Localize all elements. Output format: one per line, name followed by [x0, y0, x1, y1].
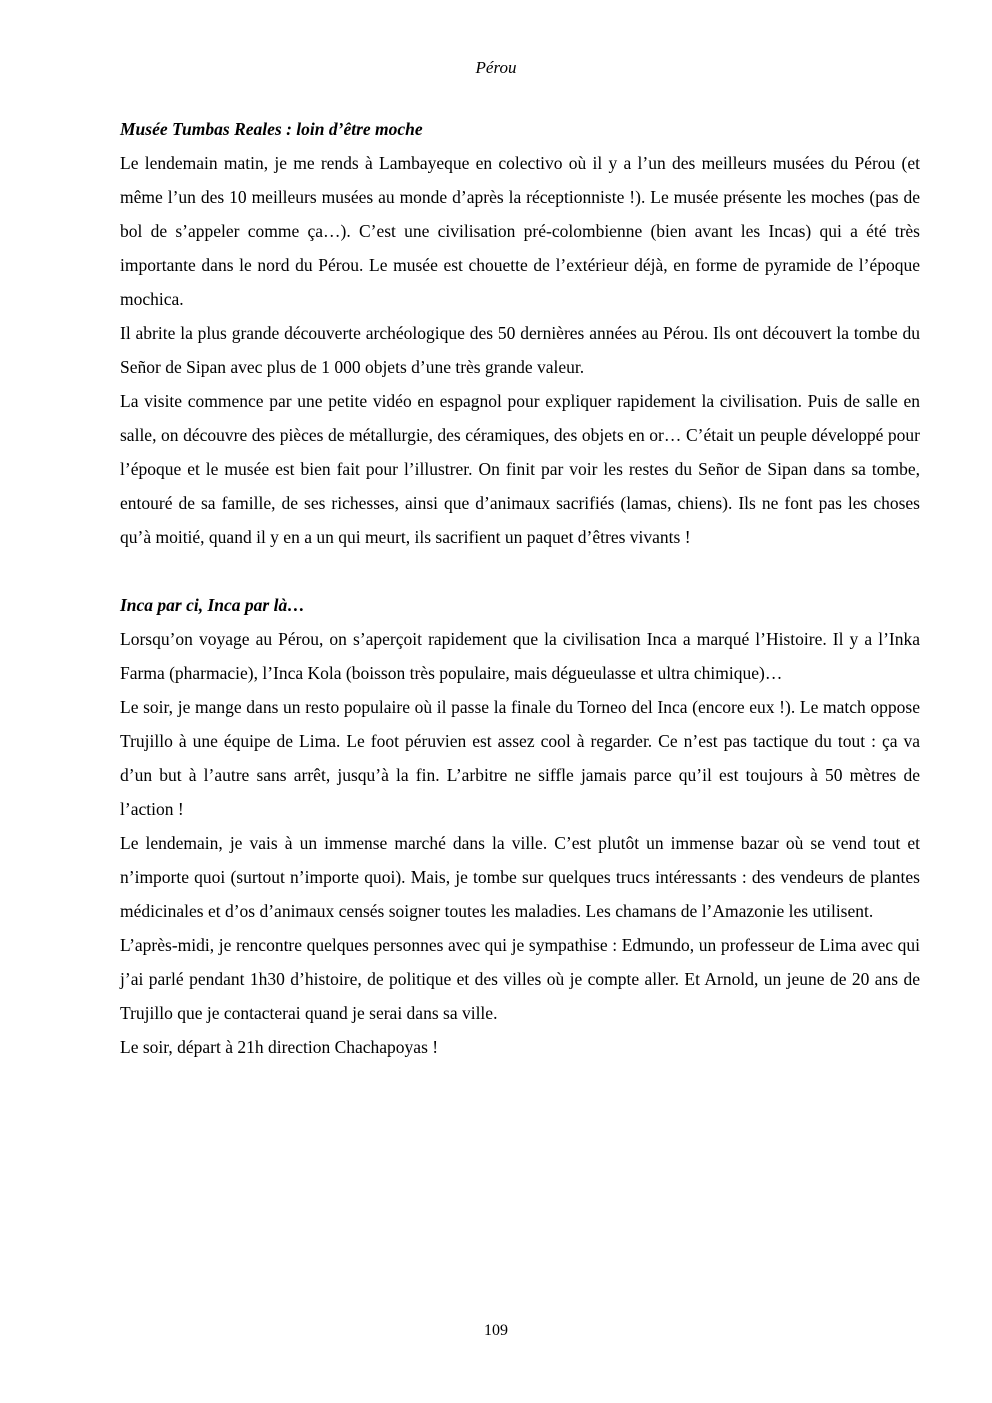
section-heading-musee-tumbas-reales: Musée Tumbas Reales : loin d’être moche: [120, 119, 423, 139]
paragraph: Il abrite la plus grande découverte archéologique des 50 dernières années au Pérou. Ils ont découvert la tombe du Señor de Sipan avec plus de 1 000 objets d’une très grande valeur.: [120, 323, 920, 377]
page-number: 109: [484, 1322, 508, 1339]
paragraph: Le lendemain, je vais à un immense marché dans la ville. C’est plutôt un immense bazar où se vend tout et n’importe quoi (surtout n’importe quoi). Mais, je tombe sur quelques trucs intéressants : des vendeurs de plantes médicinales et d’os d’animaux censés soigner toutes les maladies. Les chamans de l’Amazonie les utilisent.: [120, 833, 920, 921]
paragraph: L’après-midi, je rencontre quelques personnes avec qui je sympathise : Edmundo, un professeur de Lima avec qui j’ai parlé pendant 1h30 d’histoire, de politique et des villes où je compte aller. Et Arnold, un jeune de 20 ans de Trujillo que je contacterai quand je serai dans sa ville.: [120, 935, 920, 1023]
paragraph: Le soir, départ à 21h direction Chachapoyas !: [120, 1037, 439, 1057]
paragraph: Le soir, je mange dans un resto populaire où il passe la finale du Torneo del Inca (encore eux !). Le match oppose Trujillo à une équipe de Lima. Le foot péruvien est assez cool à regarder. Ce n’est pas tactique du tout : ça va d’un but à l’autre sans arrêt, jusqu’à la fin. L’arbitre ne siffle jamais parce qu’il est toujours à 50 mètres de l’action !: [120, 697, 920, 819]
page-content: [120, 112, 920, 1064]
paragraph: La visite commence par une petite vidéo en espagnol pour expliquer rapidement la civilisation. Puis de salle en salle, on découvre des pièces de métallurgie, des céramiques, des objets en or… C’était un peuple développé pour l’époque et le musée est bien fait pour l’illustrer. On finit par voir les restes du Señor de Sipan dans sa tombe, entouré de sa famille, de ses richesses, ainsi que d’animaux sacrifiés (lamas, chiens). Ils ne font pas les choses qu’à moitié, quand il y en a un qui meurt, ils sacrifient un paquet d’êtres vivants !: [120, 391, 920, 547]
section-heading-inca-par-ci: Inca par ci, Inca par là…: [120, 595, 305, 615]
paragraph: Le lendemain matin, je me rends à Lambayeque en colectivo où il y a l’un des meilleurs musées du Pérou (et même l’un des 10 meilleurs musées au monde d’après la réceptionniste !). Le musée présente les moches (pas de bol de s’appeler comme ça…). C’est une civilisation pré-colombienne (bien avant les Incas) qui a été très importante dans le nord du Pérou. Le musée est chouette de l’extérieur déjà, en forme de pyramide de l’époque mochica.: [120, 153, 920, 309]
paragraph: Lorsqu’on voyage au Pérou, on s’aperçoit rapidement que la civilisation Inca a marqué l’Histoire. Il y a l’Inka Farma (pharmacie), l’Inca Kola (boisson très populaire, mais dégueulasse et ultra chimique)…: [120, 629, 920, 683]
running-header: Pérou: [475, 58, 517, 77]
